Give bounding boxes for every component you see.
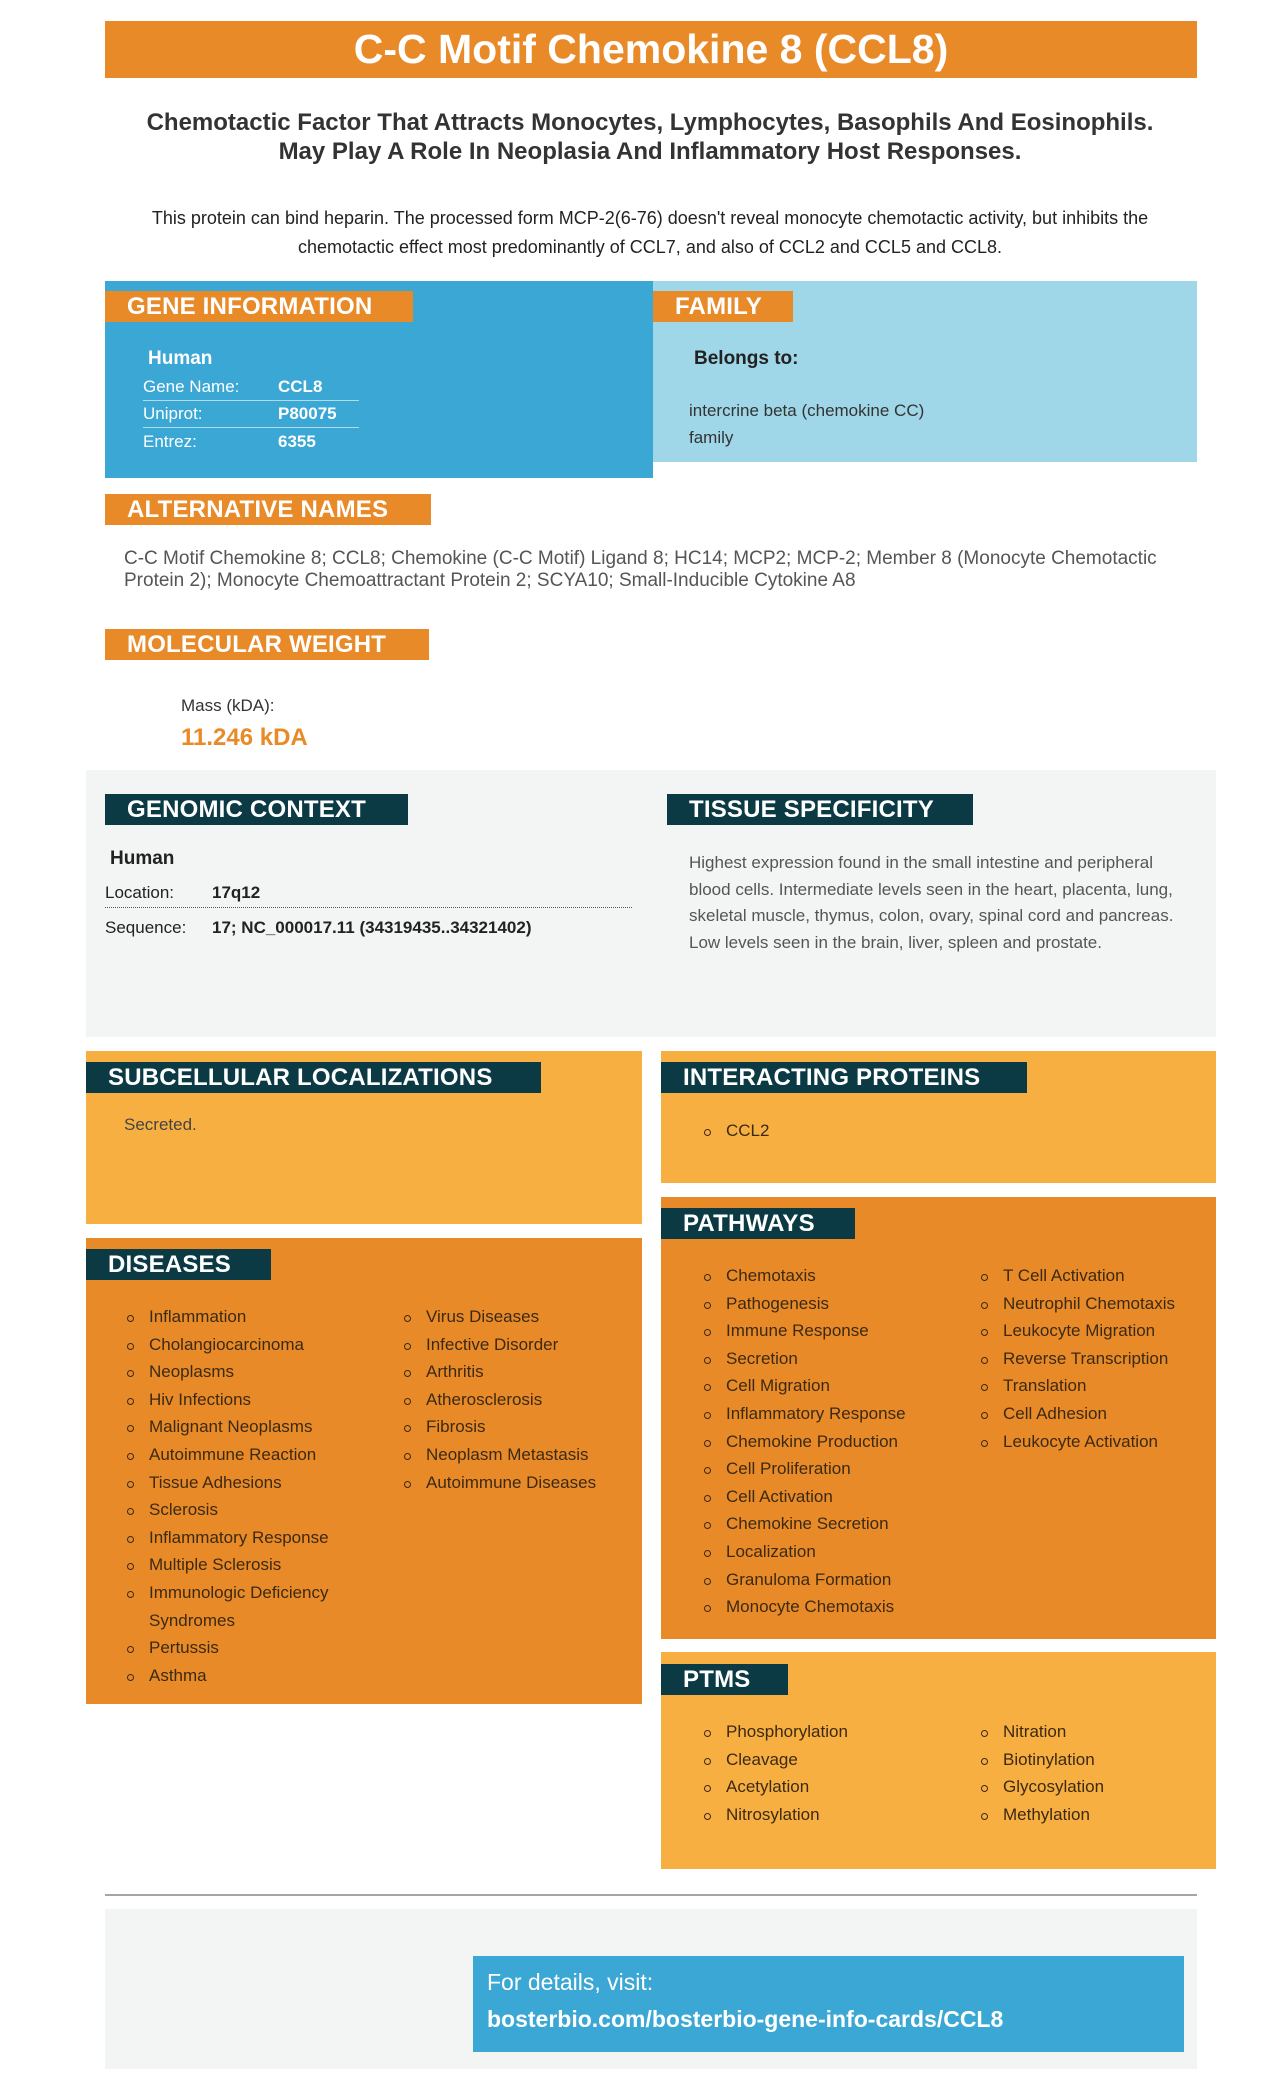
- list-item: Secretion: [702, 1345, 906, 1373]
- subcellular-panel: [86, 1051, 642, 1224]
- gene-name-label: Gene Name:: [143, 377, 240, 396]
- list-item: Neoplasms: [125, 1358, 375, 1386]
- alternative-names-header: ALTERNATIVE NAMES: [105, 494, 431, 525]
- gene-name-value: CCL8: [278, 377, 323, 396]
- gene-name-row: [143, 373, 359, 401]
- uniprot-row: [143, 400, 359, 428]
- list-item: Cell Activation: [702, 1483, 906, 1511]
- list-item: Cell Migration: [702, 1372, 906, 1400]
- list-item: Neoplasm Metastasis: [402, 1441, 652, 1469]
- entrez-label: Entrez:: [143, 432, 197, 451]
- sequence-row: [105, 913, 632, 943]
- list-item: Atherosclerosis: [402, 1386, 652, 1414]
- list-item: Inflammatory Response: [125, 1524, 375, 1552]
- list-item: Nitrosylation: [702, 1801, 848, 1829]
- list-item: Neutrophil Chemotaxis: [979, 1290, 1175, 1318]
- list-item: Inflammation: [125, 1303, 375, 1331]
- location-label: Location:: [105, 883, 174, 902]
- mass-value: 11.246 kDA: [181, 724, 308, 751]
- tissue-specificity-header: TISSUE SPECIFICITY: [667, 794, 973, 825]
- footer-divider: [105, 1894, 1197, 1896]
- list-item: Reverse Transcription: [979, 1345, 1175, 1373]
- list-item: Chemokine Secretion: [702, 1510, 906, 1538]
- list-item: Multiple Sclerosis: [125, 1551, 375, 1579]
- list-item: Pertussis: [125, 1634, 375, 1662]
- details-label: For details, visit:: [487, 1969, 654, 1995]
- page-title: C-C Motif Chemokine 8 (CCL8): [105, 21, 1197, 78]
- list-item: Acetylation: [702, 1773, 848, 1801]
- list-item: Monocyte Chemotaxis: [702, 1593, 906, 1621]
- list-item: Cell Adhesion: [979, 1400, 1175, 1428]
- list-item: Autoimmune Diseases: [402, 1469, 652, 1497]
- interacting-proteins-list: [702, 1117, 769, 1145]
- list-item: Leukocyte Activation: [979, 1428, 1175, 1456]
- ptms-header: PTMS: [661, 1664, 788, 1695]
- list-item: Virus Diseases: [402, 1303, 652, 1331]
- list-item: Leukocyte Migration: [979, 1317, 1175, 1345]
- genomic-context-header: GENOMIC CONTEXT: [105, 794, 408, 825]
- pathways-list-col1: [702, 1262, 906, 1621]
- list-item: Phosphorylation: [702, 1718, 848, 1746]
- pathways-header: PATHWAYS: [661, 1208, 855, 1239]
- list-item: Autoimmune Reaction: [125, 1441, 375, 1469]
- entrez-value: 6355: [278, 432, 316, 451]
- location-value: 17q12: [212, 883, 261, 902]
- list-item: Inflammatory Response: [702, 1400, 906, 1428]
- gene-information-header: GENE INFORMATION: [105, 291, 413, 322]
- family-text: intercrine beta (chemokine CC) family: [689, 401, 925, 447]
- list-item: Arthritis: [402, 1358, 652, 1386]
- location-row: [105, 878, 632, 908]
- interacting-proteins-header: INTERACTING PROTEINS: [661, 1062, 1027, 1093]
- protein-description: This protein can bind heparin. The processed form MCP-2(6-76) doesn't reveal monocyte chemotactic activity, but inhibits the chemotactic effect most predominantly of CCL7, and also of CCL2 and CCL5 and CCL8.: [151, 208, 1149, 257]
- diseases-list-col1: [125, 1303, 375, 1689]
- diseases-list-col2: [402, 1303, 652, 1496]
- list-item: Pathogenesis: [702, 1290, 906, 1318]
- list-item: CCL2: [702, 1117, 769, 1145]
- list-item: Fibrosis: [402, 1413, 652, 1441]
- ptms-list-col2: [979, 1718, 1104, 1828]
- list-item: Nitration: [979, 1718, 1104, 1746]
- page-subtitle: Chemotactic Factor That Attracts Monocytes, Lymphocytes, Basophils And Eosinophils. May Play A Role In Neoplasia And Inflammatory Host Responses.: [146, 109, 1154, 165]
- list-item: Biotinylation: [979, 1746, 1104, 1774]
- list-item: Asthma: [125, 1662, 375, 1690]
- list-item: Localization: [702, 1538, 906, 1566]
- list-item: Glycosylation: [979, 1773, 1104, 1801]
- gene-species: Human: [148, 348, 213, 369]
- uniprot-label: Uniprot:: [143, 404, 203, 423]
- subcellular-text: Secreted.: [124, 1115, 197, 1134]
- list-item: Granuloma Formation: [702, 1566, 906, 1594]
- ptms-list-col1: [702, 1718, 848, 1828]
- list-item: T Cell Activation: [979, 1262, 1175, 1290]
- family-header: FAMILY: [653, 291, 793, 322]
- subcellular-header: SUBCELLULAR LOCALIZATIONS: [86, 1062, 541, 1093]
- list-item: Immunologic Deficiency Syndromes: [125, 1579, 355, 1634]
- mass-label: Mass (kDA):: [181, 696, 275, 715]
- family-belongs-label: Belongs to:: [694, 348, 799, 369]
- entrez-row: [143, 428, 359, 456]
- list-item: Cleavage: [702, 1746, 848, 1774]
- list-item: Chemokine Production: [702, 1428, 906, 1456]
- list-item: Cholangiocarcinoma: [125, 1331, 375, 1359]
- list-item: Translation: [979, 1372, 1175, 1400]
- list-item: Immune Response: [702, 1317, 906, 1345]
- list-item: Malignant Neoplasms: [125, 1413, 375, 1441]
- diseases-header: DISEASES: [86, 1249, 271, 1280]
- pathways-list-col2: [979, 1262, 1175, 1455]
- sequence-value: 17; NC_000017.11 (34319435..34321402): [212, 918, 532, 937]
- details-link[interactable]: bosterbio.com/bosterbio-gene-info-cards/CCL8: [487, 2006, 1004, 2032]
- list-item: Infective Disorder: [402, 1331, 652, 1359]
- list-item: Sclerosis: [125, 1496, 375, 1524]
- alternative-names-text: C-C Motif Chemokine 8; CCL8; Chemokine (C-C Motif) Ligand 8; HC14; MCP2; MCP-2; Member 8 (Monocyte Chemotactic Protein 2); Monocyte Chemoattractant Protein 2; SCYA10; Small-Inducible Cytokine A8: [124, 548, 1157, 591]
- list-item: Hiv Infections: [125, 1386, 375, 1414]
- genomic-species: Human: [110, 848, 175, 869]
- sequence-label: Sequence:: [105, 918, 187, 937]
- list-item: Methylation: [979, 1801, 1104, 1829]
- molecular-weight-header: MOLECULAR WEIGHT: [105, 629, 429, 660]
- tissue-specificity-text: Highest expression found in the small intestine and peripheral blood cells. Intermediate levels seen in the heart, placenta, lung, skeletal muscle, thymus, colon, ovary, spinal cord and pancreas. Low levels seen in the brain, liver, spleen and prostate.: [689, 853, 1174, 952]
- uniprot-value: P80075: [278, 404, 337, 423]
- list-item: Tissue Adhesions: [125, 1469, 375, 1497]
- list-item: Chemotaxis: [702, 1262, 906, 1290]
- list-item: Cell Proliferation: [702, 1455, 906, 1483]
